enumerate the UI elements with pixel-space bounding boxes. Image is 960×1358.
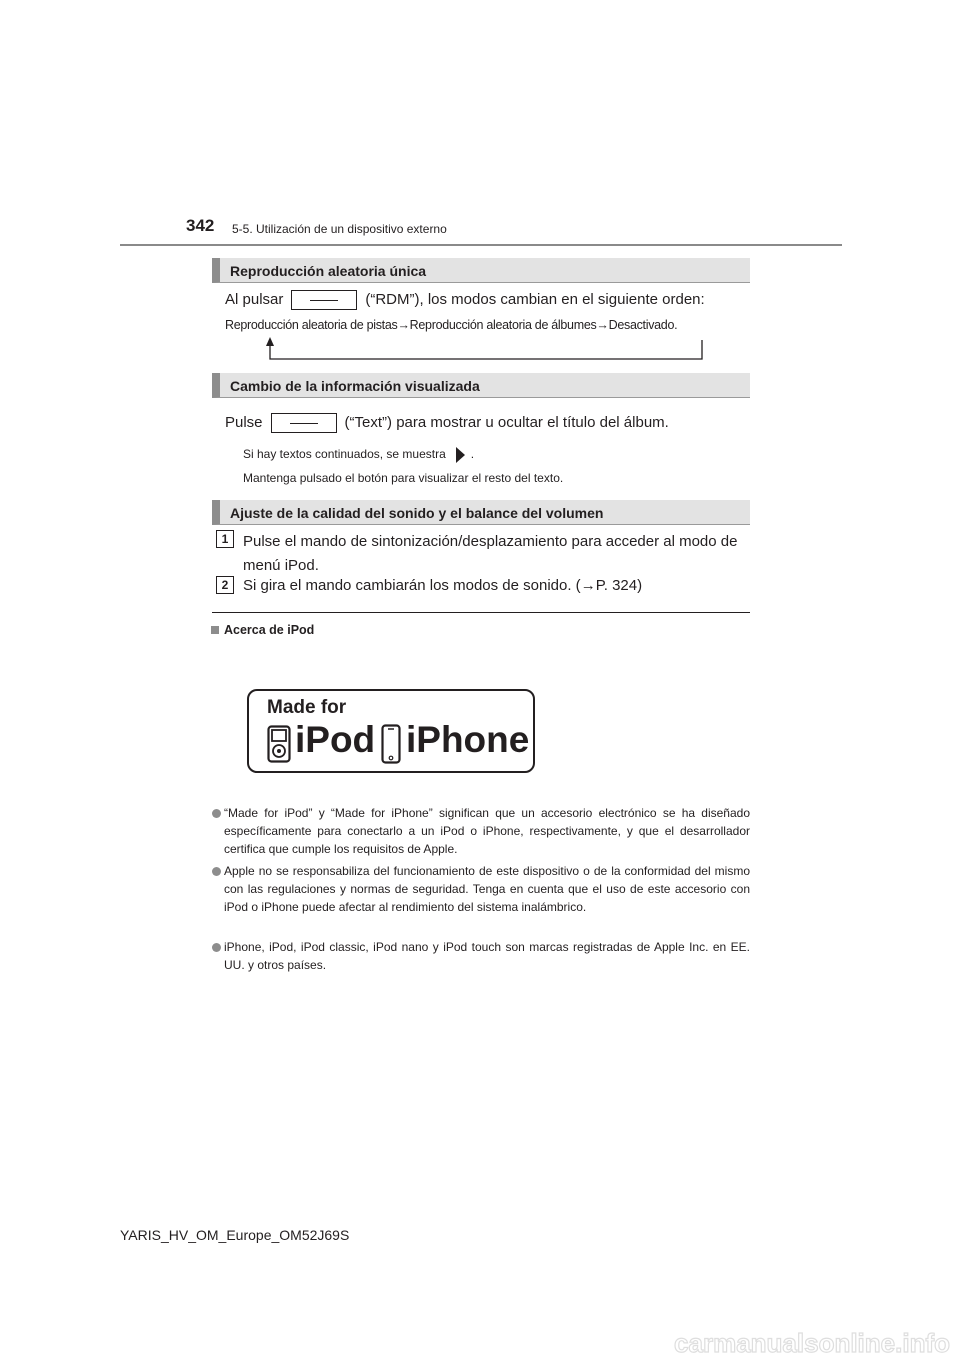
mode-track-random: Reproducción aleatoria de pistas (225, 318, 398, 332)
iphone-device-icon (381, 724, 401, 764)
section-heading-sound (212, 500, 750, 525)
document-code: YARIS_HV_OM_Europe_OM52J69S (120, 1227, 350, 1243)
watermark (0, 1322, 960, 1358)
continued-text-note (243, 447, 474, 463)
bullet-made-for: “Made for iPod” y “Made for iPhone” significan que un accesorio electrónico se ha diseñado específicamente para conectarlo a un iPod o iPhone, respectivamente, y que el desarrollador certifica que cumple los requisitos de Apple. (224, 806, 750, 856)
watermark-text: carmanualsonline.info (674, 1328, 950, 1358)
rdm-instruction-pre: Al pulsar (225, 290, 284, 308)
section-heading-display (212, 373, 750, 398)
step-1-badge: 1 (216, 530, 234, 548)
text-key-icon (271, 413, 337, 433)
bullet-dot (212, 943, 221, 952)
text-instruction (225, 413, 669, 433)
text-instruction-pre: Pulse (225, 413, 263, 431)
rdm-instruction-post: (“RDM”), los modos cambian en el siguiente orden: (365, 290, 705, 308)
arrow-right-icon: → (397, 318, 410, 332)
logo-iphone: iPhone (406, 719, 530, 760)
square-bullet-icon (211, 626, 219, 634)
arrow-right-icon: → (596, 318, 609, 332)
section-heading-random (212, 258, 750, 283)
mode-album-random: Reproducción aleatoria de álbumes (409, 318, 597, 332)
bullet-apple-responsibility: Apple no se responsabiliza del funcionamiento de este dispositivo o de la conformidad del mismo con las regulaciones y normas de seguridad. Tenga en cuenta que el uso de este accesorio con iPod o iPhone puede afectar al rendimiento del sistema inalámbrico. (224, 864, 750, 914)
loop-back-arrow-icon (262, 337, 708, 363)
bullet-dot (212, 867, 221, 876)
section-heading-label: Ajuste de la calidad del sonido y el balance del volumen (230, 505, 604, 521)
header-rule (120, 244, 842, 246)
bullet-dot (212, 809, 221, 818)
section-heading-label: Cambio de la información visualizada (230, 378, 480, 394)
made-for-ipod-iphone-logo (247, 689, 535, 773)
triangle-right-icon (456, 447, 465, 463)
step-2-page-ref: P. 324) (595, 577, 643, 594)
step-2-badge: 2 (216, 576, 234, 594)
continued-text-note-post: . (470, 447, 475, 462)
mode-off: Desactivado. (608, 318, 678, 332)
section-heading-label: Reproducción aleatoria única (230, 263, 427, 279)
subsection-heading (211, 623, 314, 637)
logo-ipod: iPod (295, 719, 376, 760)
text-instruction-post: (“Text”) para mostrar u ocultar el título del álbum. (344, 413, 669, 431)
arrow-right-icon: → (580, 577, 596, 594)
mode-sequence (225, 318, 677, 332)
ipod-device-icon (267, 725, 291, 763)
bullet-trademarks: iPhone, iPod, iPod classic, iPod nano y iPod touch son marcas registradas de Apple Inc. en EE. UU. y otros países. (224, 940, 750, 972)
logo-made-for: Made for (267, 697, 347, 718)
continued-text-note-pre: Si hay textos continuados, se muestra (243, 447, 446, 462)
step-2-text (243, 574, 751, 598)
subsection-heading-label: Acerca de iPod (224, 623, 315, 637)
subsection-rule (212, 612, 750, 613)
rdm-instruction (225, 290, 705, 310)
page-number: 342 (186, 216, 215, 235)
step-1-text: Pulse el mando de sintonización/desplazamiento para acceder al modo de menú iPod. (243, 533, 738, 574)
step-2-text-pre: Si gira el mando cambiarán los modos de sonido. ( (243, 577, 581, 594)
rdm-key-icon (291, 290, 357, 310)
hold-button-note: Mantenga pulsado el botón para visualizar el resto del texto. (243, 471, 564, 485)
running-head: 5-5. Utilización de un dispositivo externo (232, 222, 447, 236)
